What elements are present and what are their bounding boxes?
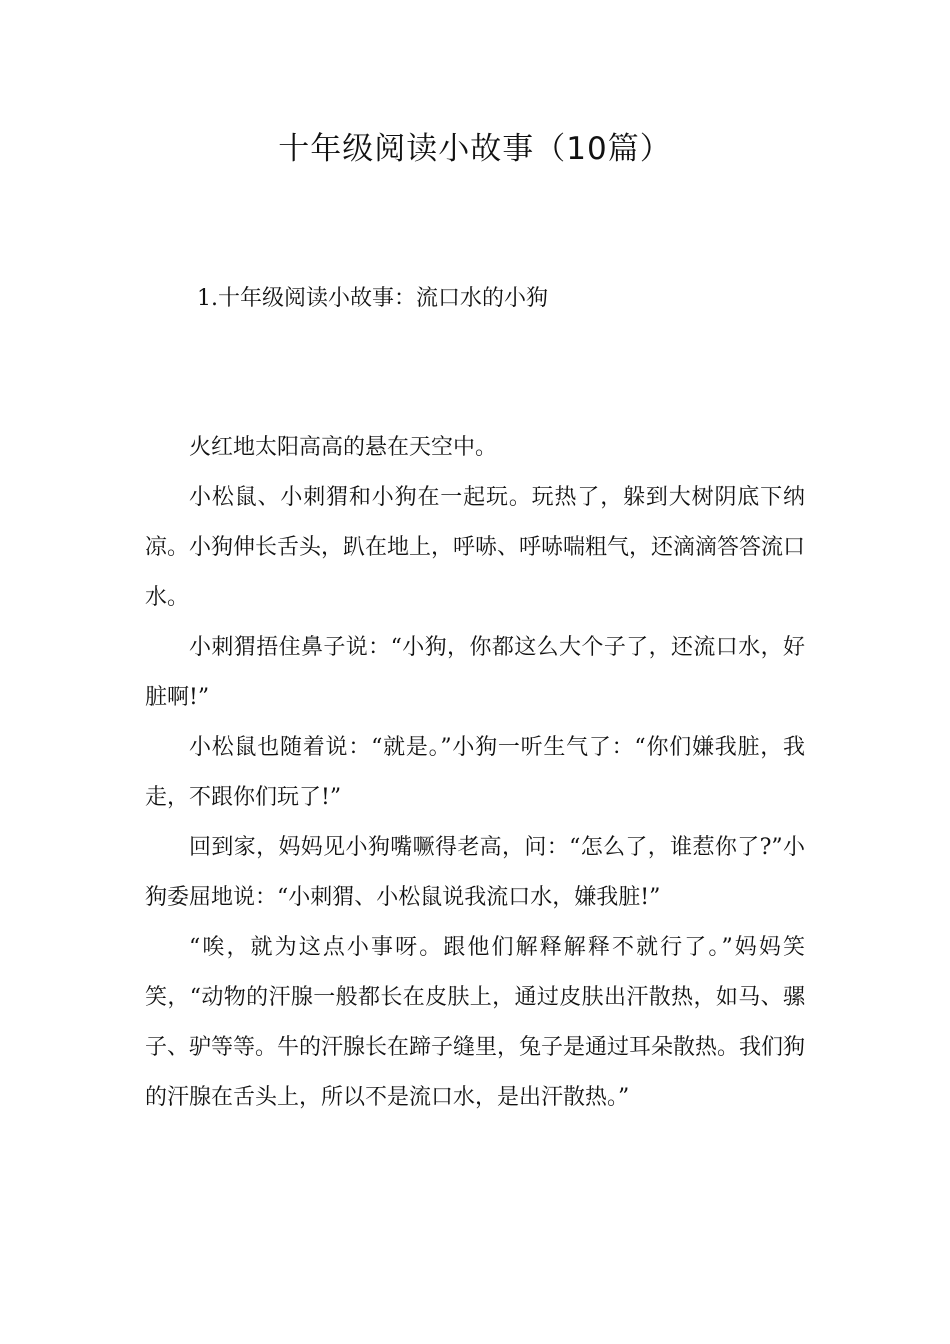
story-paragraph-3: 小刺猬捂住鼻子说：“小狗，你都这么大个子了，还流口水，好脏啊!” (145, 635, 805, 710)
story-paragraph-2: 小松鼠、小刺猬和小狗在一起玩。玩热了，躲到大树阴底下纳凉。小狗伸长舌头，趴在地上，呼哧、呼哧喘粗气，还滴滴答答流口水。 (145, 485, 806, 610)
story-paragraph-1: 火红地太阳高高的悬在天空中。 (189, 435, 498, 460)
section-heading: 1.十年级阅读小故事：流口水的小狗 (197, 286, 548, 311)
story-body (145, 423, 805, 1123)
story-paragraph-6: “唉，就为这点小事呀。跟他们解释解释不就行了。”妈妈笑笑，“动物的汗腺一般都长在皮肤上，通过皮肤出汗散热，如马、骡子、驴等等。牛的汗腺长在蹄子缝里，兔子是通过耳朵散热。我们狗的汗腺在舌头上，所以不是流口水，是出汗散热。” (145, 935, 806, 1110)
story-paragraph-5: 回到家，妈妈见小狗嘴噘得老高，问：“怎么了，谁惹你了?”小狗委屈地说：“小刺猬、小松鼠说我流口水，嫌我脏!” (145, 835, 805, 910)
story-paragraph-4: 小松鼠也随着说：“就是。”小狗一听生气了：“你们嫌我脏，我走，不跟你们玩了!” (145, 735, 805, 810)
document-title: 十年级阅读小故事（10篇） (278, 131, 672, 167)
